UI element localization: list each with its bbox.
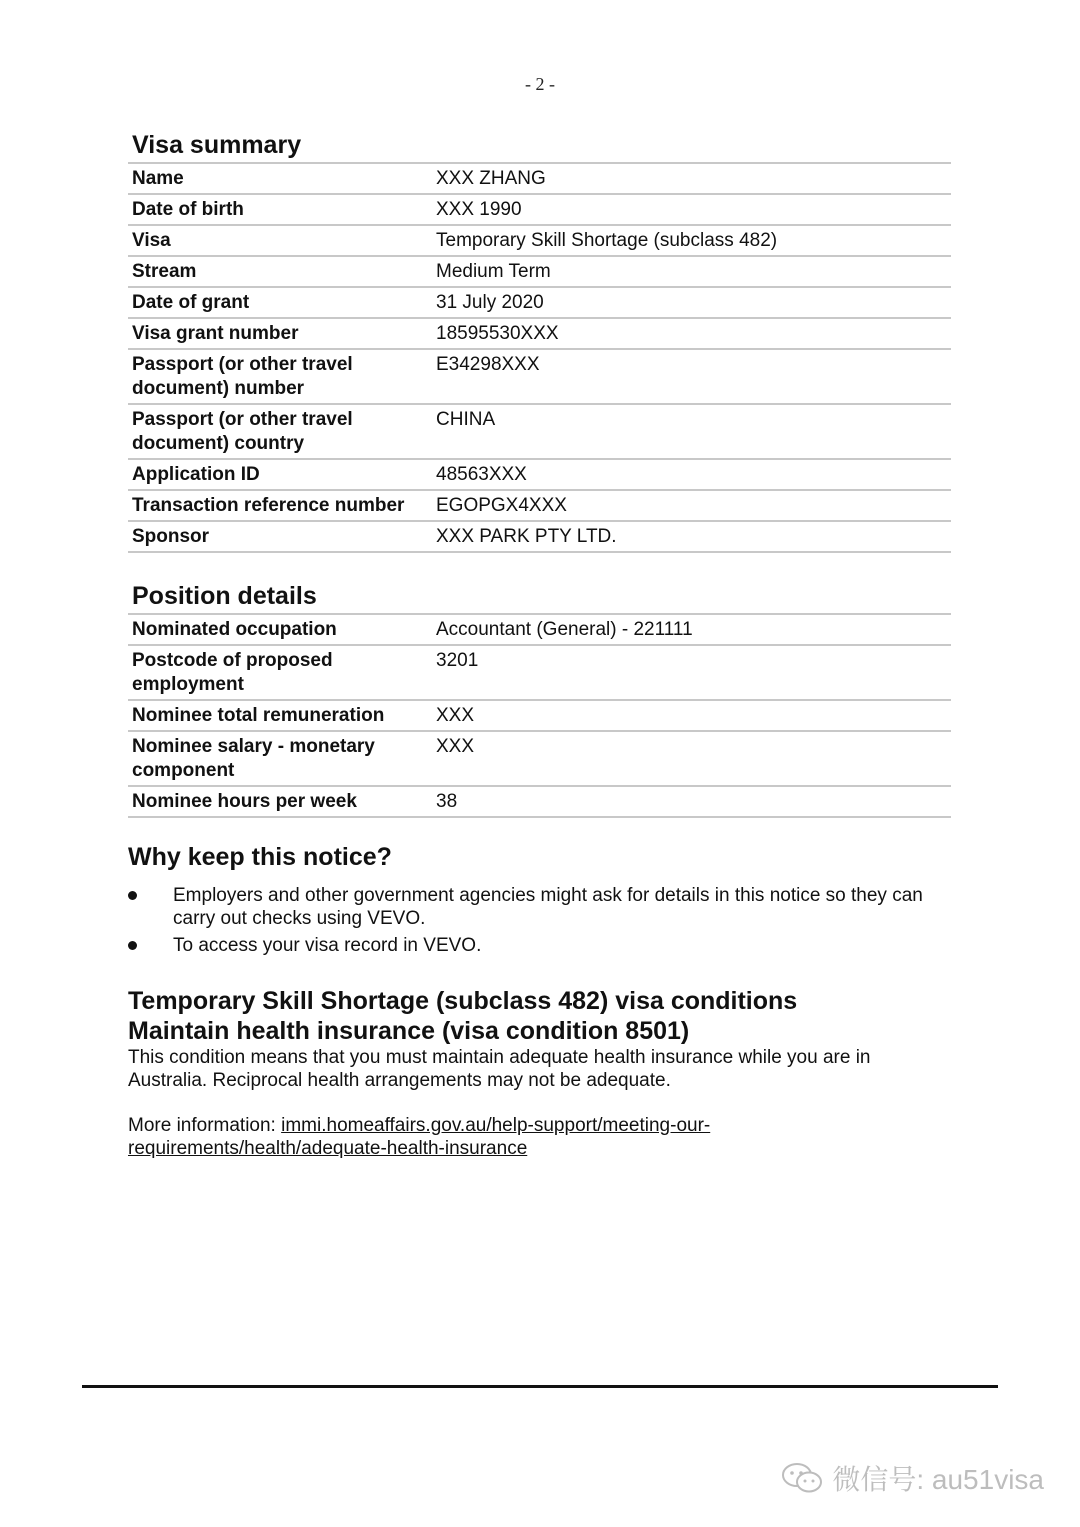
- position-details-section: [128, 579, 951, 818]
- condition-8501-body: This condition means that you must maintain adequate health insurance while you are in Australia. Reciprocal health arrangements may not be adequate.: [128, 1047, 871, 1091]
- table-row: [128, 287, 951, 318]
- row-label: Passport (or other travel document) country: [132, 409, 353, 454]
- row-value: 38: [436, 791, 458, 812]
- row-value: 48563XXX: [436, 464, 527, 485]
- conditions-title: Temporary Skill Shortage (subclass 482) visa conditions: [128, 987, 798, 1015]
- why-keep-section: [128, 840, 951, 961]
- row-value: Accountant (General) - 221111: [436, 619, 693, 640]
- why-keep-title: Why keep this notice?: [128, 843, 392, 871]
- row-label: Transaction reference number: [132, 495, 405, 516]
- row-value: EGOPGX4XXX: [436, 495, 567, 516]
- health-insurance-link[interactable]: immi.homeaffairs.gov.au/help-support/meeting-our-requirements/health/adequate-health-insurance: [128, 1115, 711, 1159]
- row-label: Visa: [132, 230, 171, 251]
- bullet-icon: [128, 941, 137, 950]
- table-row: [128, 786, 951, 817]
- row-value: 3201: [436, 650, 479, 671]
- visa-summary-table: [128, 162, 951, 553]
- table-row: [128, 459, 951, 490]
- row-value: CHINA: [436, 409, 496, 430]
- row-value: XXX 1990: [436, 199, 522, 220]
- row-label: Nominee total remuneration: [132, 705, 385, 726]
- row-value: 31 July 2020: [436, 292, 544, 313]
- row-label: Passport (or other travel document) number: [132, 354, 353, 399]
- table-row: [128, 318, 951, 349]
- condition-8501-title: Maintain health insurance (visa condition 8501): [128, 1017, 690, 1045]
- visa-summary-title: Visa summary: [132, 131, 302, 159]
- row-label: Sponsor: [132, 526, 210, 547]
- table-row: [128, 225, 951, 256]
- row-value: Temporary Skill Shortage (subclass 482): [436, 230, 778, 251]
- row-value: Medium Term: [436, 261, 551, 282]
- position-details-title: Position details: [132, 582, 317, 610]
- table-row: [128, 490, 951, 521]
- bullet-icon: [128, 891, 137, 900]
- table-row: [128, 614, 951, 645]
- table-row: [128, 521, 951, 552]
- row-label: Nominated occupation: [132, 619, 337, 640]
- table-row: [128, 194, 951, 225]
- table-row: [128, 256, 951, 287]
- footer-divider: [82, 1385, 998, 1388]
- row-value: XXX: [436, 736, 475, 757]
- visa-conditions-section: [128, 986, 951, 1160]
- wechat-icon: [780, 1460, 824, 1496]
- visa-summary-section: [128, 128, 951, 553]
- table-row: [128, 404, 951, 459]
- row-label: Nominee hours per week: [132, 791, 357, 812]
- why-keep-list: [128, 884, 951, 957]
- row-label: Nominee salary - monetary component: [132, 736, 375, 781]
- page-number: - 2 -: [525, 74, 555, 94]
- row-label: Visa grant number: [132, 323, 299, 344]
- table-row: [128, 645, 951, 700]
- watermark: [780, 1458, 1044, 1498]
- table-row: [128, 700, 951, 731]
- row-value: E34298XXX: [436, 354, 540, 375]
- table-row: [128, 163, 951, 194]
- row-value: XXX: [436, 705, 475, 726]
- row-value: 18595530XXX: [436, 323, 559, 344]
- row-label: Date of birth: [132, 199, 244, 220]
- position-details-table: [128, 613, 951, 818]
- row-value: XXX PARK PTY LTD.: [436, 526, 617, 547]
- row-label: Postcode of proposed employment: [132, 650, 333, 695]
- row-value: XXX ZHANG: [436, 168, 546, 189]
- row-label: Name: [132, 168, 184, 189]
- watermark-text: 微信号: au51visa: [832, 1464, 1044, 1495]
- more-info-label: More information:: [128, 1115, 282, 1136]
- list-item: Employers and other government agencies might ask for details in this notice so they can carry out checks using VEVO.: [128, 884, 963, 930]
- list-item: To access your visa record in VEVO.: [128, 934, 963, 957]
- row-label: Application ID: [132, 464, 260, 485]
- row-label: Stream: [132, 261, 197, 282]
- row-label: Date of grant: [132, 292, 250, 313]
- more-information: [128, 1114, 918, 1160]
- table-row: [128, 731, 951, 786]
- table-row: [128, 349, 951, 404]
